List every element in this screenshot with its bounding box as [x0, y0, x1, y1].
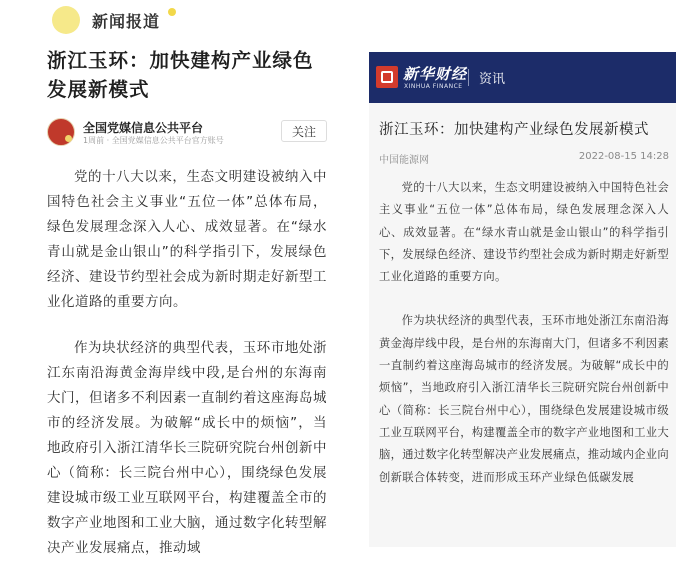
xinhua-logo-icon	[376, 66, 398, 88]
card-paragraph: 作为块状经济的典型代表，玉环市地处浙江东南沿海黄金海岸线中段，是台州的东海南大门，但诸多不利因素一直制约着这座海岛城市的经济发展。为破解“成长中的烦恼”，当地政府引入浙江清华长三院研究院台州创新中心（简称：长三院台州中心），围绕绿色发展建设城市级工业互联网平台，构建覆盖全市的数字产业地图和工业大脑，通过数字化转型解决产业发展痛点，推动域内企业向创新联合体转变，进而形成玉环产业绿色低碳发展	[379, 314, 669, 484]
section-link[interactable]: 资讯	[479, 72, 506, 87]
brand-name[interactable]: 新华财经	[403, 65, 468, 83]
brand-sub: XINHUA FINANCE	[404, 83, 463, 90]
section-label: 新闻报道	[92, 11, 161, 31]
article-paragraph: 党的十八大以来，生态文明建设被纳入中国特色社会主义事业“五位一体”总体布局，绿色发展理念深入人心、成效显著。在“绿水青山就是金山银山”的科学指引下，发展绿色经济、建设节约型社会成为新时期走好新型工业化道路的重要方向。	[47, 169, 327, 310]
article-title: 浙江玉环：加快建构产业绿色发展新模式	[47, 49, 314, 101]
author-meta: 1周前 · 全国党媒信息公共平台官方账号	[83, 136, 224, 145]
article-meta	[379, 151, 669, 165]
card-paragraph: 党的十八大以来，生态文明建设被纳入中国特色社会主义事业“五位一体”总体布局，绿色发展理念深入人心、成效显著。在“绿水青山就是金山银山”的科学指引下，发展绿色经济、建设节约型社会成为新时期走好新型工业化道路的重要方向。	[379, 181, 669, 284]
header-divider	[468, 69, 469, 86]
avatar[interactable]	[47, 118, 75, 146]
article-date: 2022-08-15 14:28	[578, 151, 669, 162]
author-name[interactable]: 全国党媒信息公共平台	[83, 121, 204, 135]
app-header	[369, 52, 676, 103]
left-article	[0, 0, 350, 556]
article-source[interactable]: 中国能源网	[379, 155, 429, 166]
article-paragraph: 作为块状经济的典型代表，玉环市地处浙江东南沿海黄金海岸线中段,是台州的东海南大门，但诸多不利因素一直制约着这座海岛城市的经济发展。为破解“成长中的烦恼”，当地政府引入浙江清华长三院研究院台州创新中心（简称：长三院台州中心），围绕绿色发展建设城市级工业互联网平台，构建覆盖全市的数字产业地图和工业大脑，通过数字化转型解决产业发展痛点，推动域	[47, 340, 327, 556]
article-body	[47, 165, 327, 582]
xinhua-screenshot-card	[369, 52, 676, 547]
follow-button[interactable]: 关注	[281, 120, 327, 142]
author-row	[47, 118, 327, 148]
card-article-body	[379, 177, 669, 511]
card-article-title: 浙江玉环：加快建构产业绿色发展新模式	[379, 122, 649, 138]
